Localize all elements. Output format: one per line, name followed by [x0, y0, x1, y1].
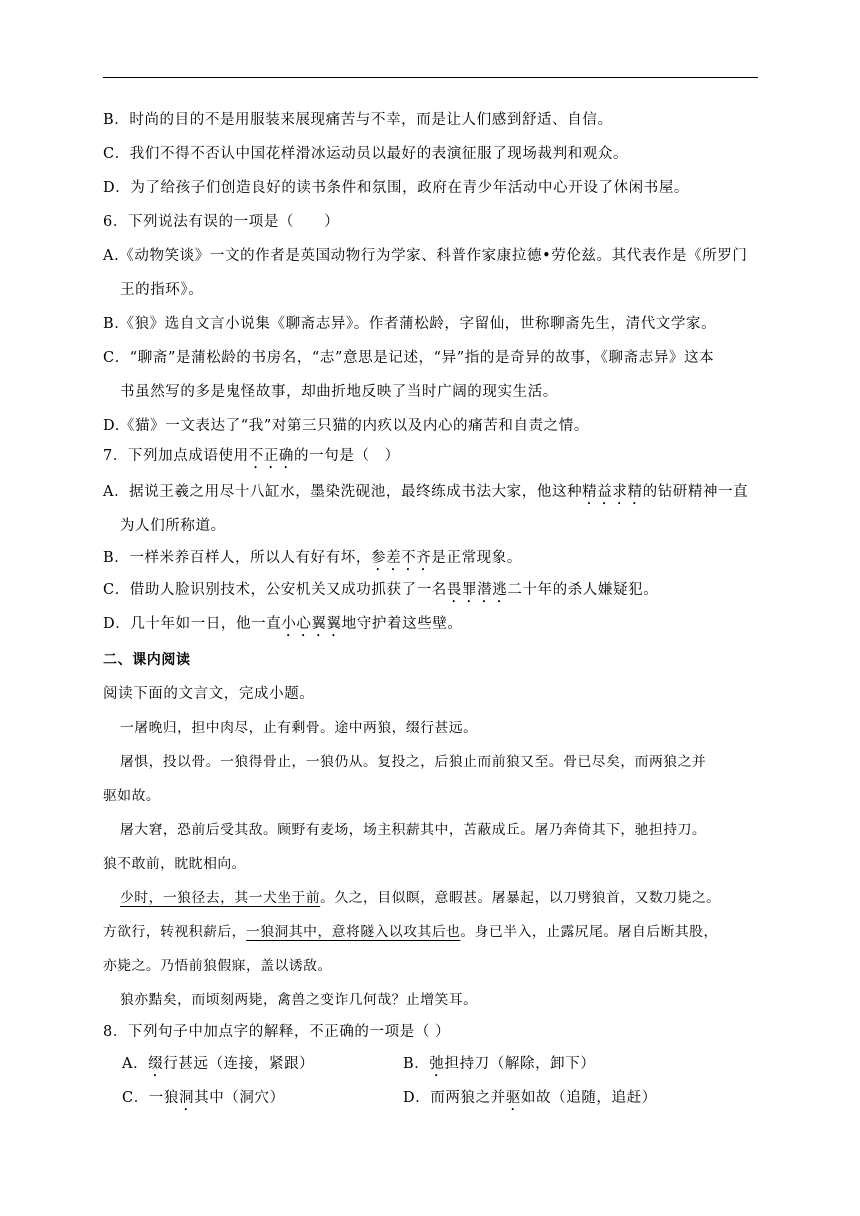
passage-paragraph-4-line-2	[103, 922, 718, 942]
q7-option-c-idiom: 畏罪潜逃	[446, 582, 508, 598]
q8-option-b-dotted-char: 弛	[429, 1056, 445, 1072]
q8-option-c-label: C．一狼	[122, 1090, 179, 1106]
q7-option-a-continued: 为人们所称道。	[120, 518, 226, 534]
header-rule	[103, 77, 758, 78]
q7-option-c-text-end: 二十年的杀人嫌疑犯。	[507, 582, 659, 598]
q7-option-a-text: A．据说王羲之用尽十八缸水，墨染洗砚池，最终练成书法大家，他这种	[103, 484, 583, 500]
q6-option-c: C．“聊斋”是蒲松龄的书房名，“志”意思是记述，“异”指的是奇异的故事，《聊斋志异》这本	[103, 350, 715, 366]
q6-option-c-continued: 书虽然写的多是鬼怪故事，却曲折地反映了当时广阔的现实生活。	[120, 384, 558, 400]
q6-option-a: A.《动物笑谈》一文的作者是英国动物行为学家、科普作家康拉德•劳伦兹。其代表作是《所罗门	[103, 248, 748, 264]
q7-stem-text: 7．下列加点成语使用	[103, 448, 249, 464]
passage-paragraph-2-continued: 驱如故。	[103, 788, 161, 804]
q8-option-c	[122, 1088, 285, 1114]
passage-paragraph-4-line-2-text: 方欲行，转视积薪后，	[103, 924, 246, 940]
passage-paragraph-4	[120, 888, 720, 908]
q8-stem: 8．下列句子中加点字的解释，不正确的一项是（ ）	[103, 1024, 451, 1040]
q7-option-b-text: B．一样米养百样人，所以人有好有坏，	[103, 550, 371, 566]
q7-option-b-text-end: 是正常现象。	[431, 550, 522, 566]
q8-option-d	[403, 1088, 657, 1114]
q7-stem-text-end: 的一句是（ ）	[294, 448, 400, 464]
q8-option-c-dotted-char: 洞	[179, 1090, 195, 1106]
q8-option-a-label: A．	[122, 1056, 149, 1072]
q8-option-b-label: B．	[403, 1056, 430, 1072]
q6-stem: 6．下列说法有误的一项是（ ）	[103, 214, 340, 230]
q8-option-a	[122, 1054, 314, 1080]
q7-option-c	[103, 580, 658, 606]
passage-paragraph-4-line-3: 亦毙之。乃悟前狼假寐，盖以诱敌。	[103, 958, 332, 974]
q7-option-c-text: C．借助人脸识别技术，公安机关又成功抓获了一名	[103, 582, 447, 598]
q7-option-a-text-end: 的钻研精神一直	[642, 484, 749, 500]
q8-option-b	[403, 1054, 595, 1080]
q7-option-d	[103, 614, 463, 640]
q7-option-a	[103, 482, 748, 508]
q8-option-d-dotted-char: 驱	[505, 1090, 521, 1106]
passage-paragraph-3-continued: 狼不敢前，眈眈相向。	[103, 856, 246, 872]
q7-option-d-idiom: 小心翼翼	[281, 616, 342, 632]
q7-option-a-idiom: 精益求精	[582, 484, 643, 500]
passage-paragraph-5: 狼亦黠矣，而顷刻两毙，禽兽之变诈几何哉？止增笑耳。	[120, 992, 478, 1008]
q5-option-b: B．时尚的目的不是用服装来展现痛苦与不幸，而是让人们感到舒适、自信。	[103, 112, 613, 128]
q6-option-a-continued: 王的指环》。	[120, 282, 204, 298]
q7-option-d-text: D．几十年如一日，他一直	[103, 616, 282, 632]
q8-option-d-text: 如故（追随，追赶）	[520, 1090, 657, 1106]
passage-paragraph-3: 屠大窘，恐前后受其敌。顾野有麦场，场主积薪其中，苫蔽成丘。屠乃奔倚其下，驰担持刀。	[120, 822, 707, 838]
q7-stem	[103, 446, 400, 472]
q7-option-b	[103, 548, 522, 574]
q8-option-c-text: 其中（洞穴）	[194, 1090, 285, 1106]
q7-option-d-text-end: 地守护着这些壁。	[341, 616, 463, 632]
q8-option-b-text: 担持刀（解除，卸下）	[444, 1056, 596, 1072]
q7-option-b-idiom: 参差不齐	[370, 550, 432, 566]
q7-stem-emphasis: 不正确	[248, 448, 295, 464]
passage-paragraph-4-line-2-text-end: 。身已半入，止露尻尾。屠自后断其股，	[460, 924, 718, 940]
q6-option-b: B.《狼》选自文言小说集《聊斋志异》。作者蒲松龄，字留仙，世称聊斋先生，清代文学家。	[103, 316, 717, 332]
q6-option-d: D.《猫》一文表达了“我”对第三只猫的内疚以及内心的痛苦和自责之情。	[103, 418, 589, 434]
q5-option-d: D．为了给孩子们创造良好的读书条件和氛围，政府在青少年活动中心开设了休闲书屋。	[103, 180, 690, 196]
passage-paragraph-2: 屠惧，投以骨。一狼得骨止，一狼仍从。复投之，后狼止而前狼又至。骨已尽矣，而两狼之并	[120, 754, 707, 770]
passage-paragraph-4-text: 。久之，目似瞑，意暇甚。屠暴起，以刀劈狼首，又数刀毙之。	[320, 890, 721, 906]
q8-option-d-label: D．而两狼之并	[403, 1090, 506, 1106]
q5-option-c: C．我们不得不否认中国花样滑冰运动员以最好的表演征服了现场裁判和观众。	[103, 146, 629, 162]
q8-option-a-dotted-char: 缀	[148, 1056, 164, 1072]
passage-paragraph-1: 一屠晚归，担中肉尽，止有剩骨。途中两狼，缀行甚远。	[120, 720, 478, 736]
q8-option-a-text: 行甚远（连接，紧跟）	[163, 1056, 315, 1072]
underlined-sentence-1: 少时，一狼径去，其一犬坐于前	[120, 890, 321, 906]
section-heading: 二、课内阅读	[103, 652, 191, 668]
reading-instruction: 阅读下面的文言文，完成小题。	[103, 686, 315, 702]
underlined-sentence-2: 一狼洞其中，意将隧入以攻其后也	[245, 924, 461, 940]
